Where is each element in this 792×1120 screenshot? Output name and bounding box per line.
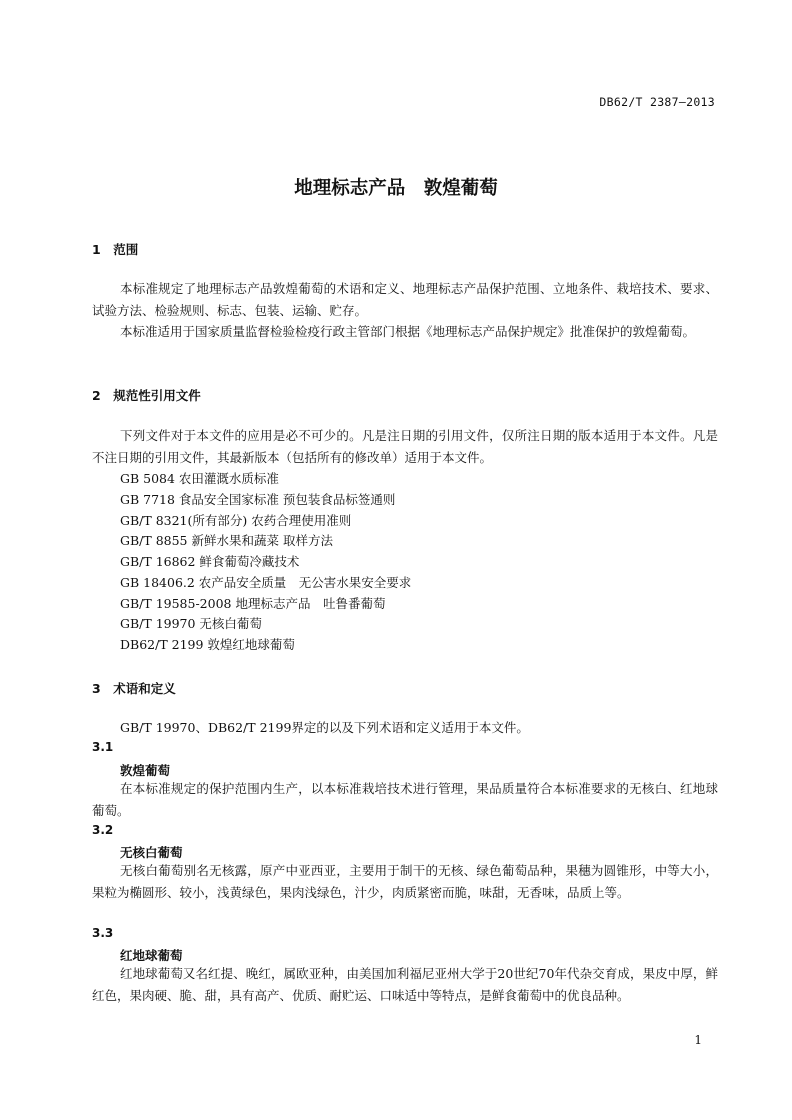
reference-item: GB 7718 食品安全国家标准 预包装食品标签通则 xyxy=(120,492,396,507)
reference-item: GB/T 8321(所有部分) 农药合理使用准则 xyxy=(120,513,352,528)
section-3-heading: 3 术语和定义 xyxy=(92,681,176,696)
section-1-heading: 1 范围 xyxy=(92,242,139,257)
reference-item: GB 5084 农田灌溉水质标准 xyxy=(120,471,279,486)
term-name: 无核白葡萄 xyxy=(120,845,183,860)
term-definition: 红地球葡萄又名红提、晚红，属欧亚种，由美国加利福尼亚州大学于20世纪70年代杂交育成，果皮中厚，鲜红色，果肉硬、脆、甜，具有高产、优质、耐贮运、口味适中等特点，是鲜食葡萄中的优良品种。 xyxy=(92,966,718,1003)
page-number: 1 xyxy=(694,1033,702,1047)
term-name: 敦煌葡萄 xyxy=(120,763,171,778)
term-number: 3.2 xyxy=(92,823,114,837)
standard-code: DB62/T 2387—2013 xyxy=(599,95,715,109)
term-number: 3.1 xyxy=(92,740,114,754)
page-title: 地理标志产品 敦煌葡萄 xyxy=(294,178,498,199)
section-2-intro: 下列文件对于本文件的应用是必不可少的。凡是注日期的引用文件，仅所注日期的版本适用于本文件。凡是不注日期的引用文件，其最新版本（包括所有的修改单）适用于本文件。 xyxy=(92,428,718,465)
term-definition: 无核白葡萄别名无核露，原产中亚西亚，主要用于制干的无核、绿色葡萄品种，果穗为圆锥形，中等大小，果粒为椭圆形、较小，浅黄绿色，果肉浅绿色，汁少，肉质紧密而脆，味甜，无香味，品质上等。 xyxy=(92,863,718,900)
section-1-paragraph-1: 本标准规定了地理标志产品敦煌葡萄的术语和定义、地理标志产品保护范围、立地条件、栽培技术、要求、试验方法、检验规则、标志、包装、运输、贮存。 xyxy=(92,281,718,318)
term-number: 3.3 xyxy=(92,926,114,940)
reference-item: GB/T 19585-2008 地理标志产品 吐鲁番葡萄 xyxy=(120,596,386,611)
reference-item: DB62/T 2199 敦煌红地球葡萄 xyxy=(120,637,295,652)
reference-item: GB/T 19970 无核白葡萄 xyxy=(120,616,262,631)
section-2-heading: 2 规范性引用文件 xyxy=(92,388,201,403)
reference-item: GB/T 16862 鲜食葡萄冷藏技术 xyxy=(120,554,300,569)
term-name: 红地球葡萄 xyxy=(120,948,183,963)
term-definition: 在本标准规定的保护范围内生产，以本标准栽培技术进行管理，果品质量符合本标准要求的无核白、红地球葡萄。 xyxy=(92,781,718,818)
reference-item: GB 18406.2 农产品安全质量 无公害水果安全要求 xyxy=(120,575,412,590)
section-1-paragraph-2: 本标准适用于国家质量监督检验检疫行政主管部门根据《地理标志产品保护规定》批准保护的敦煌葡萄。 xyxy=(120,324,696,339)
reference-item: GB/T 8855 新鲜水果和蔬菜 取样方法 xyxy=(120,533,333,548)
section-3-intro: GB/T 19970、DB62/T 2199界定的以及下列术语和定义适用于本文件。 xyxy=(120,720,529,735)
